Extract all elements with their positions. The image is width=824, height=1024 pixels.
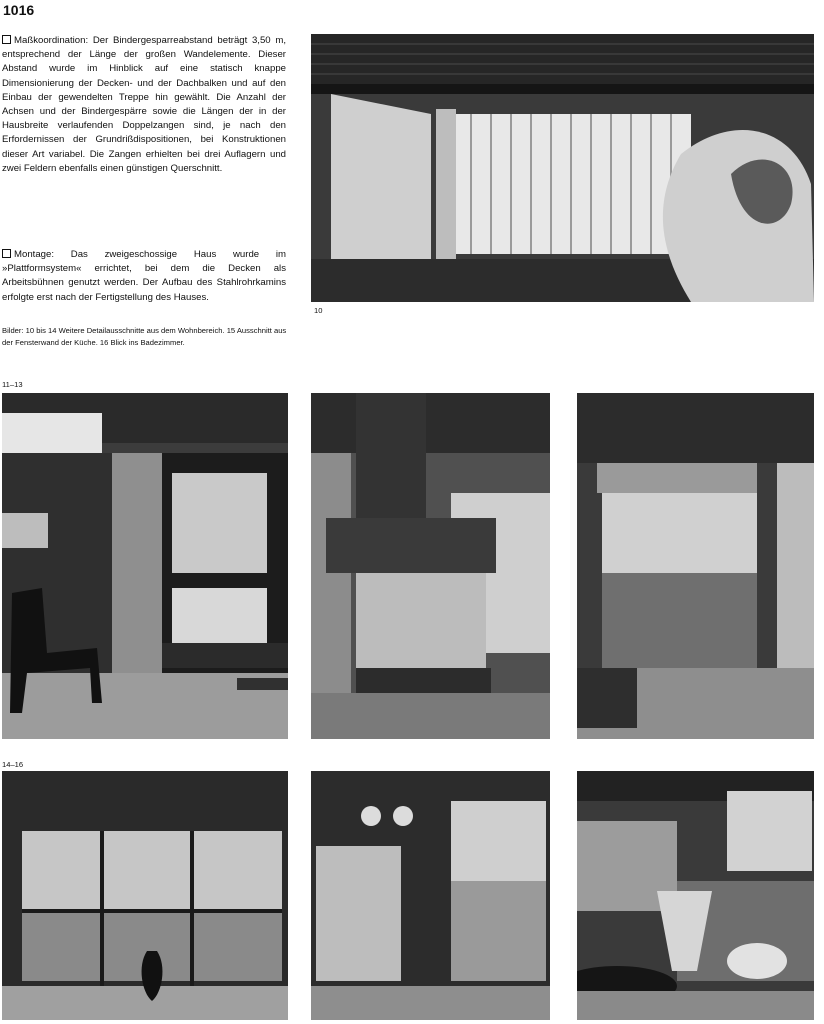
page-number: 1016 — [3, 2, 35, 18]
checkbox-icon — [2, 249, 11, 258]
paragraph-lead: Maßkoordination: — [14, 35, 89, 46]
photo-12 — [311, 393, 550, 739]
checkbox-icon — [2, 35, 11, 44]
figure-label-10: 10 — [314, 306, 323, 315]
group-label-14-16: 14–16 — [2, 760, 24, 769]
paragraph-montage — [2, 248, 286, 305]
photo-14 — [2, 771, 288, 1020]
paragraph-lead: Montage: — [14, 249, 55, 260]
photo-10 — [311, 34, 814, 302]
photo-13 — [577, 393, 814, 739]
photo-16 — [577, 771, 814, 1020]
paragraph-masskoordination — [2, 34, 286, 176]
paragraph-text: Der Bindergesparreabstand beträgt 3,50 m, entsprechend der Länge der großen Wandelemente. Dieser Abstand wurde im Hinblick auf eine statisch knappe Dimensionierung der Decken- und der Dachbalken und auf den Einbau der gewendelten Treppe hin gewählt. Die Anzahl der Achsen und der Bindergespärre sowie die Längen der in der Hausbreite verlaufenden Doppelzangen sind, je nach den Erfordernissen der Grundrißdispositionen, bei Konstruktionen dieser Art variabel. Die Zangen erhielten bei drei Auflagern und zwei Feldern ebenfalls einen günstigen Querschnitt. — [2, 35, 286, 174]
paragraph-text: Das zweigeschossige Haus wurde im »Plattformsystem« errichtet, bei dem die Decken als Arbeitsbühnen genutzt werden. Der Aufbau des Stahlrohrkamins erfolgte erst nach der Fertigstellung des Hauses. — [2, 249, 286, 303]
group-label-11-13: 11–13 — [2, 380, 23, 389]
photo-15 — [311, 771, 550, 1020]
figure-caption: Bilder: 10 bis 14 Weitere Detailausschnitte aus dem Wohnbereich. 15 Ausschnitt aus der Fensterwand der Küche. 16 Blick ins Badezimmer. — [2, 326, 287, 347]
photo-11 — [2, 393, 288, 739]
